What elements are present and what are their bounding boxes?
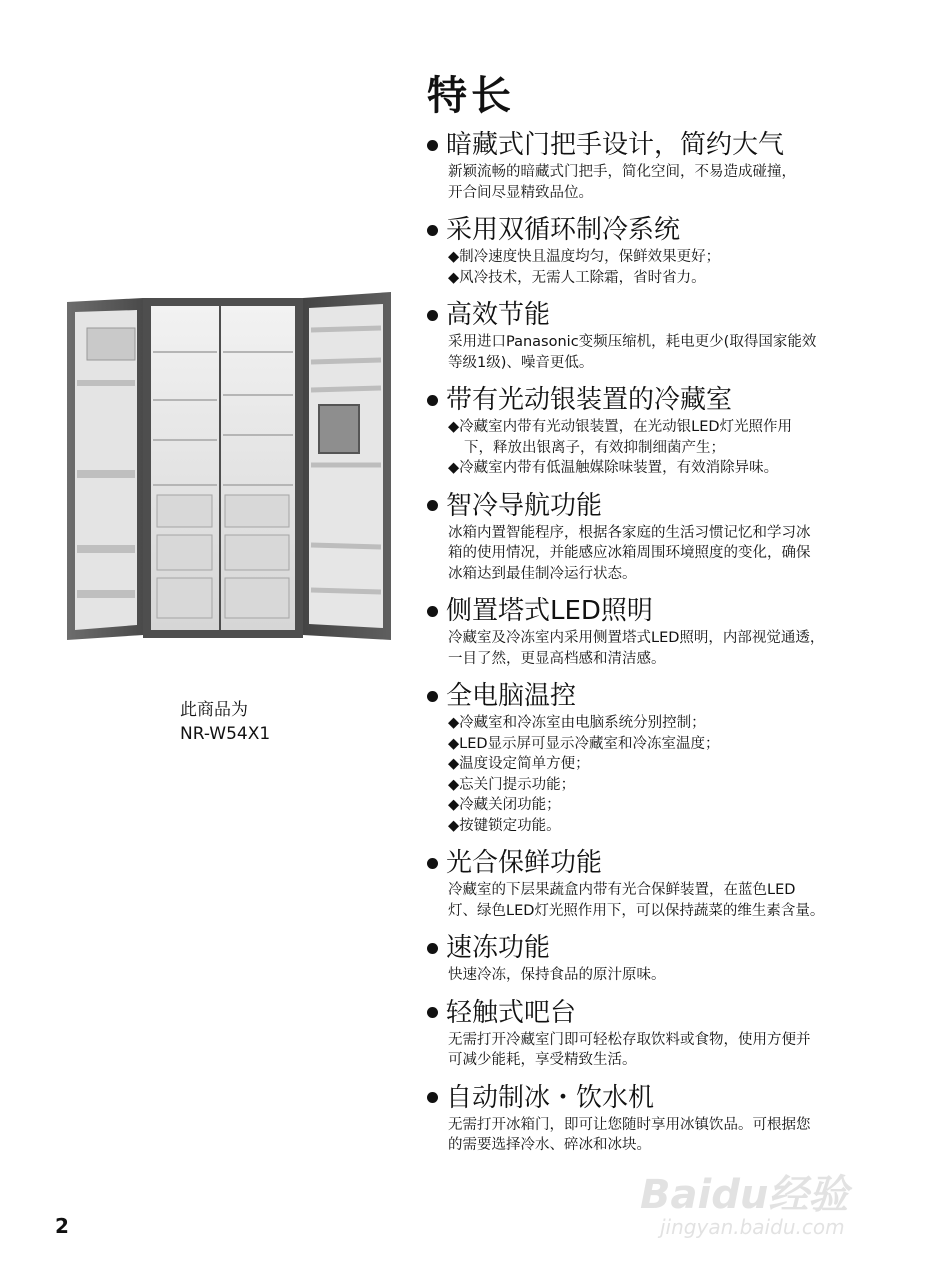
feature-line: ◆按键锁定功能。 <box>448 817 561 834</box>
feature-line: 快速冷冻，保持食品的原汁原味。 <box>448 967 666 983</box>
feature-line: ◆忘关门提示功能； <box>448 776 576 793</box>
feature-description <box>448 965 897 986</box>
feature-description <box>448 713 897 836</box>
watermark-logo: Baidu经验 <box>640 1172 849 1218</box>
feature-heading: 全电脑温控 <box>446 681 577 711</box>
page-number: 2 <box>55 1214 69 1238</box>
bullet-icon <box>427 691 438 702</box>
feature-line: ◆冷藏关闭功能； <box>448 797 561 813</box>
feature-list <box>427 128 897 1156</box>
feature-line: ◆冷藏室和冷冻室由电脑系统分别控制； <box>448 715 706 731</box>
feature-line: 无需打开冷藏室门即可轻松存取饮料或食物，使用方便并 <box>448 1031 811 1048</box>
feature-item <box>427 931 897 986</box>
page-title: 特长 <box>427 73 515 119</box>
feature-line: ◆LED显示屏可显示冷藏室和冷冻室温度； <box>448 735 720 752</box>
product-caption <box>180 698 270 746</box>
feature-heading: 高效节能 <box>446 300 551 330</box>
feature-item <box>427 594 897 669</box>
feature-description <box>448 332 897 373</box>
feature-item <box>427 298 897 373</box>
feature-line: 可减少能耗，享受精致生活。 <box>448 1052 637 1068</box>
feature-line: 新颖流畅的暗藏式门把手，简化空间，不易造成碰撞， <box>448 164 796 180</box>
feature-heading: 采用双循环制冷系统 <box>446 215 681 245</box>
feature-heading: 带有光动银装置的冷藏室 <box>446 385 733 415</box>
feature-description <box>448 1030 897 1071</box>
feature-description <box>448 523 897 585</box>
feature-item <box>427 213 897 288</box>
feature-item <box>427 996 897 1071</box>
feature-description <box>448 628 897 669</box>
feature-line: 冷藏室的下层果蔬盒内带有光合保鲜装置，在蓝色LED <box>448 882 796 898</box>
bullet-icon <box>427 1092 438 1103</box>
feature-heading: 智冷导航功能 <box>446 490 603 521</box>
bullet-icon <box>427 858 438 869</box>
feature-description <box>448 880 897 921</box>
feature-line: ◆冷藏室内带有低温触媒除味装置，有效消除异味。 <box>448 460 779 476</box>
feature-heading: 侧置塔式LED照明 <box>446 596 653 626</box>
feature-heading: 轻触式吧台 <box>446 997 577 1028</box>
refrigerator-illustration <box>65 290 395 645</box>
feature-line: 采用进口Panasonic变频压缩机，耗电更少(取得国家能效 <box>448 334 817 350</box>
feature-line: 一目了然，更显高档感和清洁感。 <box>448 650 666 667</box>
feature-line: 箱的使用情况，并能感应冰箱周围环境照度的变化，确保 <box>448 545 811 561</box>
feature-line: 的需要选择冷水、碎冰和冰块。 <box>448 1137 651 1153</box>
watermark <box>640 1135 890 1255</box>
bullet-icon <box>427 500 438 511</box>
feature-line: 冰箱达到最佳制冷运行状态。 <box>448 565 637 582</box>
feature-item <box>427 128 897 203</box>
bullet-icon <box>427 225 438 236</box>
bullet-icon <box>427 606 438 617</box>
feature-line: ◆温度设定简单方便； <box>448 756 590 772</box>
feature-item <box>427 489 897 585</box>
bullet-icon <box>427 310 438 321</box>
feature-line: 灯、绿色LED灯光照作用下，可以保持蔬菜的维生素含量。 <box>448 902 825 919</box>
feature-description <box>448 247 897 288</box>
feature-line: 冷藏室及冷冻室内采用侧置塔式LED照明，内部视觉通透， <box>448 630 825 646</box>
feature-description <box>448 162 897 203</box>
feature-line: ◆风冷技术，无需人工除霜，省时省力。 <box>448 269 706 286</box>
feature-item <box>427 679 897 836</box>
feature-item <box>427 383 897 479</box>
feature-line: 开合间尽显精致品位。 <box>448 184 593 201</box>
feature-item <box>427 846 897 921</box>
watermark-url: jingyan.baidu.com <box>660 1215 845 1239</box>
bullet-icon <box>427 140 438 151</box>
feature-heading: 速冻功能 <box>446 933 551 963</box>
feature-line: 等级1级)、噪音更低。 <box>448 354 594 371</box>
bullet-icon <box>427 1007 438 1018</box>
bullet-icon <box>427 943 438 954</box>
feature-line: ◆冷藏室内带有光动银装置，在光动银LED灯光照作用 <box>448 419 793 435</box>
feature-line: 冰箱内置智能程序，根据各家庭的生活习惯记忆和学习冰 <box>448 524 811 541</box>
feature-line: 无需打开冰箱门，即可让您随时享用冰镇饮品。可根据您 <box>448 1116 811 1133</box>
feature-heading: 暗藏式门把手设计，简约大气 <box>446 130 785 160</box>
feature-heading: 自动制冰・饮水机 <box>446 1082 655 1113</box>
feature-line: ◆制冷速度快且温度均匀，保鲜效果更好； <box>448 249 721 265</box>
product-model: NR-W54X1 <box>180 724 271 744</box>
feature-description <box>448 417 897 479</box>
feature-heading: 光合保鲜功能 <box>446 848 603 878</box>
feature-line: 下，释放出银离子，有效抑制细菌产生； <box>464 439 725 456</box>
product-caption-line: 此商品为 <box>180 700 248 720</box>
bullet-icon <box>427 395 438 406</box>
